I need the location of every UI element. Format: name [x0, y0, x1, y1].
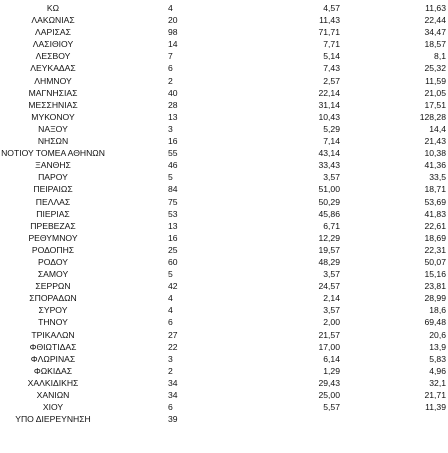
case-count-cell: 84	[168, 184, 178, 195]
value-b-cell: 11,39	[425, 402, 446, 413]
region-name-cell: ΛΕΥΚΑΔΑΣ	[30, 63, 76, 74]
region-name-cell: ΠΕΙΡΑΙΩΣ	[33, 184, 73, 195]
region-name-cell: ΝΑΞΟΥ	[38, 123, 68, 134]
table-row	[0, 401, 448, 413]
value-b-cell: 5,83	[429, 353, 446, 364]
region-name-cell: ΛΑΡΙΣΑΣ	[35, 27, 71, 38]
region-name-cell: ΝΟΤΙΟΥ ΤΟΜΕΑ ΑΘΗΝΩΝ	[1, 148, 105, 159]
value-b-cell: 8,1	[434, 51, 446, 62]
value-b-cell: 21,71	[424, 390, 446, 400]
value-b-cell: 33,5	[429, 172, 446, 183]
table-row	[0, 2, 448, 14]
table-row	[0, 62, 448, 74]
table-row	[0, 50, 448, 62]
region-name-cell: ΝΗΣΩΝ	[37, 136, 69, 147]
case-count-cell: 2	[168, 365, 173, 376]
table-row	[0, 292, 448, 304]
case-count-cell: 3	[168, 123, 173, 134]
region-name-cell: ΡΟΔΟΠΗΣ	[31, 244, 75, 255]
region-name-cell: ΥΠΟ ΔΙΕΡΕΥΝΗΣΗ	[15, 414, 91, 425]
value-a-cell: 3,57	[323, 172, 340, 183]
case-count-cell: 3	[168, 353, 173, 364]
value-a-cell: 1,29	[323, 365, 340, 376]
case-count-cell: 28	[168, 99, 178, 110]
table-row	[0, 14, 448, 26]
case-count-cell: 60	[168, 256, 178, 267]
table-row	[0, 171, 448, 183]
case-count-cell: 34	[168, 377, 178, 388]
value-a-cell: 2,00	[323, 317, 340, 328]
table-row	[0, 99, 448, 111]
value-a-cell: 43,14	[318, 148, 340, 159]
case-count-cell: 5	[168, 172, 173, 183]
region-name-cell: ΤΗΝΟΥ	[38, 317, 68, 328]
value-b-cell: 22,61	[424, 220, 446, 231]
case-count-cell: 5	[168, 269, 173, 280]
value-b-cell: 50,07	[424, 256, 446, 267]
region-name-cell: ΦΛΩΡΙΝΑΣ	[30, 353, 76, 364]
table-row	[0, 123, 448, 135]
case-count-cell: 53	[168, 208, 178, 219]
region-name-cell: ΚΩ	[46, 3, 60, 13]
value-b-cell: 28,99	[424, 293, 446, 304]
case-count-cell: 14	[168, 39, 178, 50]
case-count-cell: 34	[168, 390, 178, 400]
case-count-cell: 98	[168, 27, 178, 38]
case-count-cell: 4	[168, 3, 173, 13]
value-a-cell: 22,14	[318, 87, 340, 98]
value-a-cell: 2,57	[323, 75, 340, 86]
table-row	[0, 135, 448, 147]
region-name-cell: ΧΑΛΚΙΔΙΚΗΣ	[27, 377, 79, 388]
value-b-cell: 128,28	[419, 111, 446, 122]
case-count-cell: 6	[168, 63, 173, 74]
case-count-cell: 7	[168, 51, 173, 62]
value-b-cell: 41,36	[424, 160, 446, 171]
value-a-cell: 51,00	[318, 184, 340, 195]
table-row	[0, 244, 448, 256]
case-count-cell: 22	[168, 341, 178, 352]
region-name-cell: ΡΟΔΟΥ	[38, 256, 68, 267]
value-a-cell: 6,71	[323, 220, 340, 231]
value-b-cell: 53,69	[424, 196, 446, 207]
value-a-cell: 7,71	[323, 39, 340, 50]
value-a-cell: 3,57	[323, 305, 340, 316]
region-name-cell: ΛΑΚΩΝΙΑΣ	[31, 15, 75, 26]
table-row	[0, 38, 448, 50]
region-name-cell: ΦΩΚΙΔΑΣ	[33, 365, 73, 376]
case-count-cell: 13	[168, 111, 178, 122]
value-a-cell: 71,71	[318, 27, 340, 38]
value-a-cell: 25,00	[318, 390, 340, 400]
value-a-cell: 5,14	[323, 51, 340, 62]
case-count-cell: 46	[168, 160, 178, 171]
value-b-cell: 11,63	[425, 3, 446, 13]
table-row	[0, 353, 448, 365]
region-name-cell: ΜΕΣΣΗΝΙΑΣ	[28, 99, 78, 110]
table-row	[0, 316, 448, 328]
region-name-cell: ΣΑΜΟΥ	[37, 269, 69, 280]
value-a-cell: 31,14	[318, 99, 340, 110]
case-count-cell: 42	[168, 281, 178, 292]
table-row	[0, 75, 448, 87]
region-name-cell: ΞΑΝΘΗΣ	[35, 160, 71, 171]
value-a-cell: 48,29	[318, 256, 340, 267]
table-row	[0, 268, 448, 280]
table-row	[0, 159, 448, 171]
region-name-cell: ΧΑΝΙΩΝ	[36, 390, 70, 400]
value-b-cell: 69,48	[424, 317, 446, 328]
case-count-cell: 6	[168, 402, 173, 413]
region-name-cell: ΜΑΓΝΗΣΙΑΣ	[28, 87, 78, 98]
region-name-cell: ΡΕΘΥΜΝΟΥ	[28, 232, 78, 243]
table-row	[0, 365, 448, 377]
case-count-cell: 20	[168, 15, 178, 26]
table-row	[0, 304, 448, 316]
table-row	[0, 256, 448, 268]
value-b-cell: 22,44	[424, 15, 446, 26]
value-a-cell: 2,14	[323, 293, 340, 304]
table-row	[0, 220, 448, 232]
region-name-cell: ΣΠΟΡΑΔΩΝ	[29, 293, 77, 304]
value-a-cell: 50,29	[318, 196, 340, 207]
value-b-cell: 17,51	[424, 99, 446, 110]
value-b-cell: 34,47	[424, 27, 446, 38]
case-count-cell: 40	[168, 87, 178, 98]
value-a-cell: 11,43	[319, 15, 340, 26]
table-row	[0, 377, 448, 389]
case-count-cell: 55	[168, 148, 178, 159]
region-name-cell: ΣΕΡΡΩΝ	[35, 281, 71, 292]
value-a-cell: 5,29	[323, 123, 340, 134]
value-b-cell: 18,57	[424, 39, 446, 50]
region-name-cell: ΛΗΜΝΟΥ	[34, 75, 72, 86]
value-b-cell: 4,96	[429, 365, 446, 376]
value-a-cell: 7,14	[323, 136, 340, 147]
value-b-cell: 18,71	[424, 184, 446, 195]
table-row	[0, 341, 448, 353]
table-row	[0, 329, 448, 341]
case-count-cell: 25	[168, 244, 178, 255]
table-row	[0, 26, 448, 38]
region-name-cell: ΛΑΣΙΘΙΟΥ	[32, 39, 74, 50]
value-a-cell: 17,00	[318, 341, 340, 352]
data-table	[0, 2, 448, 425]
region-name-cell: ΜΥΚΟΝΟΥ	[31, 111, 75, 122]
value-a-cell: 24,57	[318, 281, 340, 292]
table-row	[0, 389, 448, 401]
value-b-cell: 23,81	[424, 281, 446, 292]
value-a-cell: 29,43	[318, 377, 340, 388]
value-b-cell: 21,43	[424, 136, 446, 147]
table-row	[0, 280, 448, 292]
case-count-cell: 16	[168, 232, 178, 243]
value-b-cell: 11,59	[425, 75, 446, 86]
table-row	[0, 183, 448, 195]
region-name-cell: ΤΡΙΚΑΛΩΝ	[31, 329, 75, 340]
value-a-cell: 33,43	[318, 160, 340, 171]
value-b-cell: 14,4	[429, 123, 446, 134]
value-b-cell: 15,16	[424, 269, 446, 280]
region-name-cell: ΠΑΡΟΥ	[38, 172, 68, 183]
region-name-cell: ΧΙΟΥ	[42, 402, 64, 413]
table-row	[0, 147, 448, 159]
value-b-cell: 32,1	[429, 377, 446, 388]
value-b-cell: 25,32	[424, 63, 446, 74]
value-a-cell: 12,29	[318, 232, 340, 243]
table-row	[0, 196, 448, 208]
region-name-cell: ΦΘΙΩΤΙΔΑΣ	[29, 341, 77, 352]
table-row	[0, 232, 448, 244]
value-a-cell: 45,86	[318, 208, 340, 219]
case-count-cell: 75	[168, 196, 178, 207]
value-a-cell: 7,43	[323, 63, 340, 74]
value-b-cell: 13,9	[429, 341, 446, 352]
case-count-cell: 39	[168, 414, 178, 425]
table-row	[0, 111, 448, 123]
value-a-cell: 19,57	[318, 244, 340, 255]
table-row	[0, 413, 448, 425]
value-b-cell: 20,6	[429, 329, 446, 340]
value-b-cell: 22,31	[424, 244, 446, 255]
value-a-cell: 21,57	[318, 329, 340, 340]
table-row	[0, 87, 448, 99]
value-b-cell: 41,83	[424, 208, 446, 219]
case-count-cell: 4	[168, 293, 173, 304]
value-b-cell: 10,38	[424, 148, 446, 159]
value-a-cell: 10,43	[318, 111, 340, 122]
value-a-cell: 3,57	[323, 269, 340, 280]
case-count-cell: 16	[168, 136, 178, 147]
region-name-cell: ΠΕΛΛΑΣ	[35, 196, 71, 207]
case-count-cell: 27	[168, 329, 178, 340]
case-count-cell: 13	[168, 220, 178, 231]
value-a-cell: 6,14	[323, 353, 340, 364]
case-count-cell: 4	[168, 305, 173, 316]
value-a-cell: 5,57	[323, 402, 340, 413]
value-b-cell: 21,05	[424, 87, 446, 98]
case-count-cell: 2	[168, 75, 173, 86]
region-name-cell: ΛΕΣΒΟΥ	[35, 51, 71, 62]
region-name-cell: ΣΥΡΟΥ	[38, 305, 68, 316]
table-row	[0, 208, 448, 220]
region-name-cell: ΠΡΕΒΕΖΑΣ	[30, 220, 76, 231]
region-name-cell: ΠΙΕΡΙΑΣ	[36, 208, 70, 219]
case-count-cell: 6	[168, 317, 173, 328]
value-b-cell: 18,69	[424, 232, 446, 243]
value-a-cell: 4,57	[323, 3, 340, 13]
value-b-cell: 18,6	[429, 305, 446, 316]
